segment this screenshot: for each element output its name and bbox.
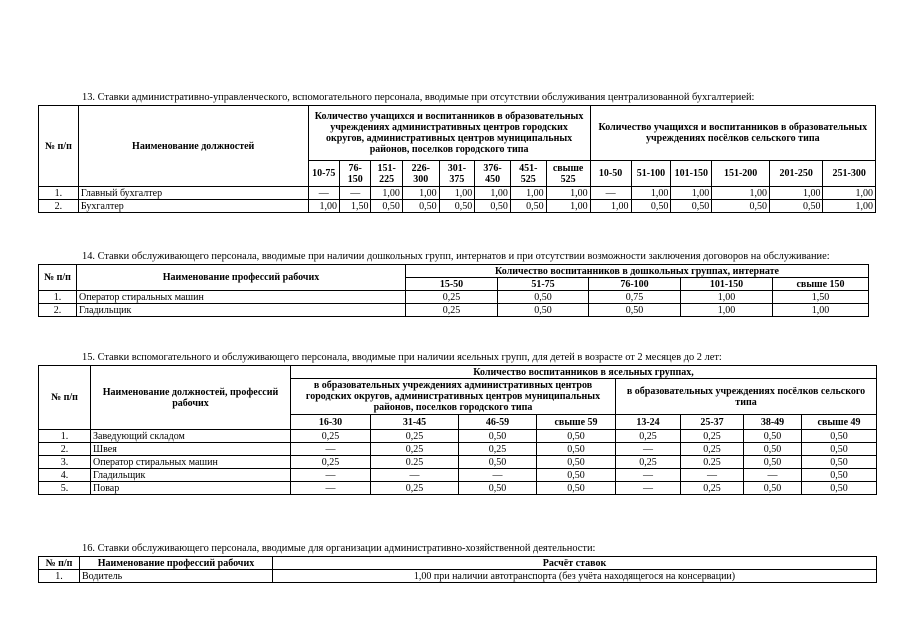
value-cell: 0,50 (671, 200, 712, 213)
range-cell: свыше 525 (546, 161, 590, 187)
range-cell: 151-225 (371, 161, 402, 187)
table-14-header-name: Наименование профессий рабочих (77, 265, 406, 291)
range-cell: 301-375 (439, 161, 475, 187)
value-cell: 0,50 (802, 469, 877, 482)
section-14-paragraph: 14. Ставки обслуживающего персонала, вводимые при наличии дошкольных групп, интернатов и при отсутствии возможности заключения договоров на обслуживание: (82, 251, 830, 262)
value-cell: 1,00 (823, 187, 876, 200)
value-cell: 0,50 (459, 430, 537, 443)
section-16-paragraph: 16. Ставки обслуживающего персонала, вводимые для организации административно-хозяйственной деятельности: (82, 543, 596, 554)
range-cell: 376-450 (475, 161, 511, 187)
section-16 (38, 543, 876, 583)
value-cell: 0.25 (681, 456, 744, 469)
value-cell: 0,50 (744, 443, 802, 456)
range-cell: 13-24 (616, 415, 681, 430)
value-cell: — (371, 469, 459, 482)
value-cell: 0,50 (537, 443, 616, 456)
range-cell: 226-300 (402, 161, 439, 187)
table-15-header-name: Наименование должностей, профессий рабочих (91, 366, 291, 430)
range-cell: 38-49 (744, 415, 802, 430)
value-cell: 0,50 (439, 200, 475, 213)
value-cell: 1,50 (773, 291, 869, 304)
value-cell: 0,50 (744, 456, 802, 469)
value-cell: 1,00 (671, 187, 712, 200)
range-cell: 151-200 (712, 161, 770, 187)
row-number: 5. (39, 482, 91, 495)
range-cell: свыше 150 (773, 278, 869, 291)
range-cell: 16-30 (291, 415, 371, 430)
value-cell: 1,00 (402, 187, 439, 200)
value-cell: 0,25 (616, 430, 681, 443)
value-cell: 0,25 (371, 482, 459, 495)
value-cell: — (459, 469, 537, 482)
range-cell: 76-150 (339, 161, 370, 187)
table-14-header-num: № п/п (39, 265, 77, 291)
value-cell: 0,50 (537, 456, 616, 469)
range-cell: 46-59 (459, 415, 537, 430)
value-cell: 1,00 (308, 200, 339, 213)
table-row (39, 443, 877, 456)
value-cell: 1,00 (510, 187, 546, 200)
value-cell: 0,50 (459, 456, 537, 469)
table-13 (38, 105, 876, 213)
row-number: 1. (39, 187, 79, 200)
value-cell: 0,25 (291, 456, 371, 469)
value-cell: 1,00 (823, 200, 876, 213)
range-cell: 51-75 (498, 278, 589, 291)
value-cell: — (291, 443, 371, 456)
table-16-header-num: № п/п (39, 557, 80, 570)
value-cell: 1,50 (339, 200, 370, 213)
value-cell: — (616, 443, 681, 456)
table-15-header-group-rural: в образовательных учреждениях посёлков сельского типа (616, 379, 877, 415)
row-number: 1. (39, 430, 91, 443)
value-cell: 1,00 (371, 187, 402, 200)
row-name: Гладильщик (77, 304, 406, 317)
range-cell: 10-50 (590, 161, 631, 187)
table-row (39, 482, 877, 495)
value-cell: — (681, 469, 744, 482)
value-cell: 0.25 (371, 456, 459, 469)
range-cell: 101-150 (681, 278, 773, 291)
value-cell: — (616, 469, 681, 482)
value-cell: 1,00 (631, 187, 671, 200)
table-row (39, 570, 877, 583)
table-row (39, 430, 877, 443)
row-number: 2. (39, 304, 77, 317)
row-name: Оператор стиральных машин (77, 291, 406, 304)
section-14 (38, 251, 876, 317)
row-name: Заведующий складом (91, 430, 291, 443)
row-number: 1. (39, 570, 80, 583)
value-cell: 0,75 (589, 291, 681, 304)
table-row (39, 200, 876, 213)
value-cell: 0,50 (631, 200, 671, 213)
section-15-paragraph: 15. Ставки вспомогательного и обслуживающего персонала, вводимые при наличии ясельных групп, для детей в возрасте от 2 месяцев до 2 лет: (82, 352, 722, 363)
row-name: Швея (91, 443, 291, 456)
table-13-header-group-urban: Количество учащихся и воспитанников в образовательных учреждениях административных центров городских округов, административных центров муниципальных районов, поселков городского типа (308, 106, 590, 161)
value-cell: 1,00 (475, 187, 511, 200)
row-number: 4. (39, 469, 91, 482)
value-cell: 0,50 (802, 456, 877, 469)
section-13-paragraph: 13. Ставки административно-управленческого, вспомогательного персонала, вводимые при отсутствии обслуживания централизованной бухгалтерией: (82, 92, 755, 103)
value-cell: 0,25 (406, 291, 498, 304)
table-row (39, 304, 869, 317)
value-cell: 0,50 (589, 304, 681, 317)
table-13-header-group-rural: Количество учащихся и воспитанников в образовательных учреждениях посёлков сельского типа (590, 106, 875, 161)
value-cell: 0,25 (681, 482, 744, 495)
value-cell: 0,50 (402, 200, 439, 213)
value-cell: 0,50 (537, 430, 616, 443)
range-cell: 101-150 (671, 161, 712, 187)
range-cell: 201-250 (769, 161, 822, 187)
value-cell: 1,00 (773, 304, 869, 317)
table-14-header-group: Количество воспитанников в дошкольных группах, интернате (406, 265, 869, 278)
row-name: Бухгалтер (78, 200, 308, 213)
row-number: 1. (39, 291, 77, 304)
table-15-header-group-urban: в образовательных учреждениях административных центров городских округов, административных центров муниципальных районов, поселков городского типа (291, 379, 616, 415)
value-cell: 0,50 (498, 291, 589, 304)
range-cell: 10-75 (308, 161, 339, 187)
value-cell: 0,50 (537, 482, 616, 495)
range-cell: 451-525 (510, 161, 546, 187)
value-cell: — (339, 187, 370, 200)
value-cell: 0,25 (406, 304, 498, 317)
table-15 (38, 365, 877, 495)
row-name: Гладильщик (91, 469, 291, 482)
table-15-header-top: Количество воспитанников в ясельных группах, (291, 366, 877, 379)
value-cell: 0,50 (744, 430, 802, 443)
row-number: 2. (39, 443, 91, 456)
table-row (39, 291, 869, 304)
range-cell: 31-45 (371, 415, 459, 430)
value-cell: 1,00 (546, 200, 590, 213)
table-14-body (39, 291, 869, 317)
table-row (39, 456, 877, 469)
table-row (39, 187, 876, 200)
value-cell: — (291, 482, 371, 495)
value-cell: 1,00 (769, 187, 822, 200)
table-13-body (39, 187, 876, 213)
row-number: 2. (39, 200, 79, 213)
table-row (39, 469, 877, 482)
table-15-header-num: № п/п (39, 366, 91, 430)
value-cell: 0,50 (802, 443, 877, 456)
row-name: Главный бухгалтер (78, 187, 308, 200)
value-cell: 0,50 (459, 482, 537, 495)
value-cell: 0,50 (712, 200, 770, 213)
value-cell: — (308, 187, 339, 200)
value-cell: — (744, 469, 802, 482)
row-calc: 1,00 при наличии автотранспорта (без учёта находящегося на консервации) (273, 570, 877, 583)
value-cell: 0,25 (371, 443, 459, 456)
range-cell: 251-300 (823, 161, 876, 187)
row-name: Оператор стиральных машин (91, 456, 291, 469)
value-cell: 0,50 (371, 200, 402, 213)
value-cell: 0,50 (498, 304, 589, 317)
table-13-header-name: Наименование должностей (78, 106, 308, 187)
value-cell: — (590, 187, 631, 200)
value-cell: 0,25 (459, 443, 537, 456)
table-16 (38, 556, 877, 583)
range-cell: 25-37 (681, 415, 744, 430)
table-13-header-num: № п/п (39, 106, 79, 187)
range-cell: свыше 59 (537, 415, 616, 430)
range-cell: 15-50 (406, 278, 498, 291)
row-number: 3. (39, 456, 91, 469)
value-cell: 1,00 (590, 200, 631, 213)
value-cell: 1,00 (546, 187, 590, 200)
table-16-header-name: Наименование профессий рабочих (80, 557, 273, 570)
table-16-header-calc: Расчёт ставок (273, 557, 877, 570)
table-15-body (39, 430, 877, 495)
range-cell: свыше 49 (802, 415, 877, 430)
row-name: Водитель (80, 570, 273, 583)
value-cell: 1,00 (439, 187, 475, 200)
value-cell: 0,50 (537, 469, 616, 482)
value-cell: 1,00 (681, 291, 773, 304)
value-cell: 0,50 (744, 482, 802, 495)
section-13 (38, 92, 876, 213)
range-cell: 51-100 (631, 161, 671, 187)
value-cell: 0,50 (475, 200, 511, 213)
value-cell: 1,00 (712, 187, 770, 200)
value-cell: — (616, 482, 681, 495)
value-cell: 0,50 (802, 482, 877, 495)
value-cell: 1,00 (681, 304, 773, 317)
value-cell: 0,25 (681, 443, 744, 456)
value-cell: 0,50 (802, 430, 877, 443)
range-cell: 76-100 (589, 278, 681, 291)
value-cell: 0,25 (681, 430, 744, 443)
value-cell: 0,50 (510, 200, 546, 213)
table-14 (38, 264, 869, 317)
row-name: Повар (91, 482, 291, 495)
value-cell: 0,25 (371, 430, 459, 443)
value-cell: — (291, 469, 371, 482)
section-15 (38, 352, 876, 495)
value-cell: 0,50 (769, 200, 822, 213)
value-cell: 0,25 (291, 430, 371, 443)
value-cell: 0,25 (616, 456, 681, 469)
